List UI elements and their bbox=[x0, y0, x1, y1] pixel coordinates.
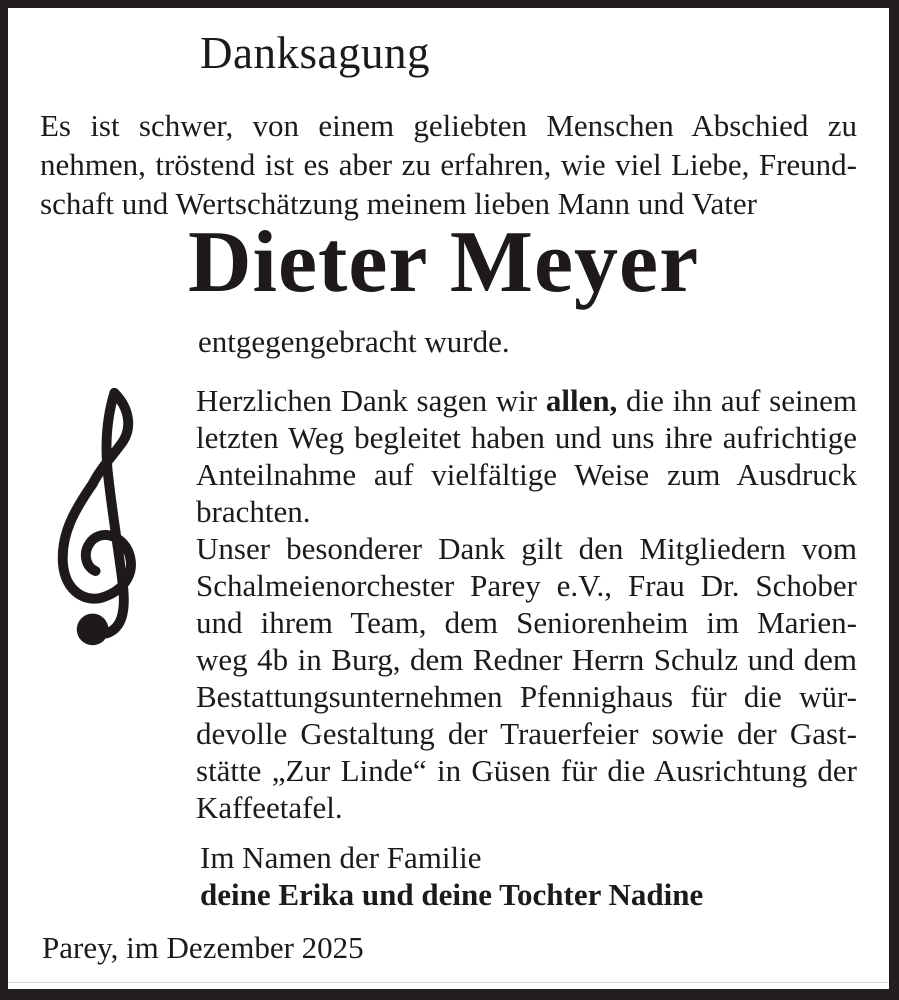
text-line: nehmen, tröstend ist es aber zu erfahren, wie viel Liebe, Freund- bbox=[40, 147, 857, 182]
treble-clef-icon bbox=[45, 383, 160, 670]
text-line: brachten. bbox=[196, 494, 311, 529]
closing-signature bbox=[200, 839, 760, 913]
text-line: letzten Weg begleitet haben und uns ihre aufrichtige bbox=[196, 420, 857, 455]
text-line: Herzlichen Dank sagen wir allen, die ihn auf seinem bbox=[196, 383, 857, 418]
subline-text: entgegengebracht wurde. bbox=[198, 324, 510, 359]
text-line: Kaffeetafel. bbox=[196, 790, 343, 825]
notice-title: Danksagung bbox=[200, 28, 430, 78]
text-line: Es ist schwer, von einem geliebten Menschen Abschied zu bbox=[40, 108, 857, 143]
text-line: Anteilnahme auf vielfältige Weise zum Ausdruck bbox=[196, 457, 857, 492]
text-line: schaft und Wertschätzung meinem lieben Mann und Vater bbox=[40, 186, 757, 221]
text-line: und ihrem Team, dem Seniorenheim im Marien- bbox=[196, 605, 857, 640]
text-line: Unser besonderer Dank gilt den Mitgliedern vom bbox=[196, 531, 857, 566]
place-date-line: Parey, im Dezember 2025 bbox=[42, 930, 364, 965]
scan-edge-line bbox=[8, 982, 889, 983]
text-line: devolle Gestaltung der Trauerfeier sowie der Gast- bbox=[196, 716, 857, 751]
thank-you-body bbox=[196, 382, 857, 826]
text-line: Im Namen der Familie bbox=[200, 840, 482, 875]
intro-paragraph bbox=[40, 106, 857, 223]
deceased-name: Dieter Meyer bbox=[188, 214, 700, 311]
text-line: weg 4b in Burg, dem Redner Herrn Schulz und dem bbox=[196, 642, 857, 677]
text-line: Bestattungsunternehmen Pfennighaus für die wür- bbox=[196, 679, 857, 714]
text-line: stätte „Zur Linde“ in Güsen für die Ausrichtung der bbox=[196, 753, 857, 788]
text-line: deine Erika und deine Tochter Nadine bbox=[200, 877, 704, 912]
text-line: Schalmeienorchester Parey e.V., Frau Dr. Schober bbox=[196, 568, 857, 603]
